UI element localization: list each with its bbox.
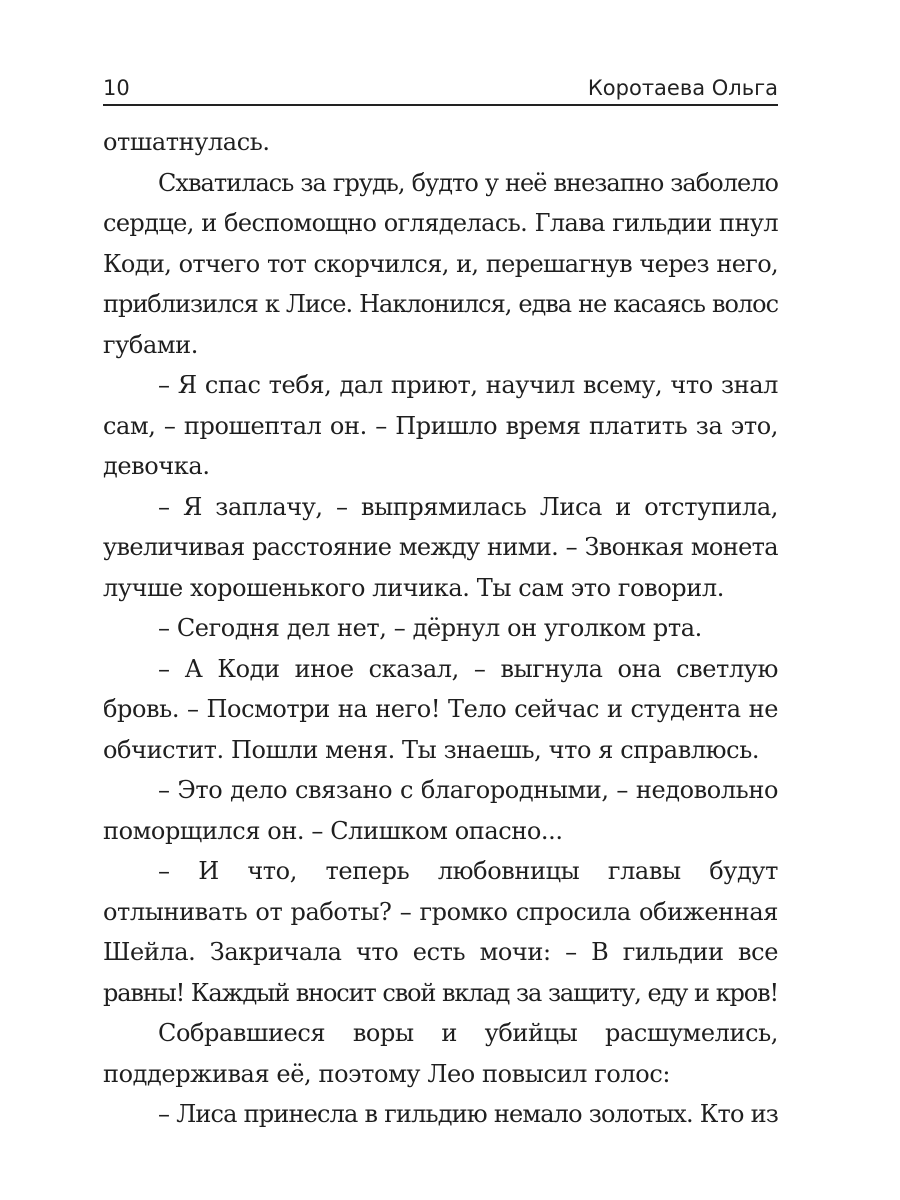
text-line: отлынивать от работы? – громко спросила обиженная <box>103 897 778 926</box>
body-text <box>103 122 778 1135</box>
text-line: сам, – прошептал он. – Пришло время платить за это, <box>103 411 778 440</box>
text-line: равны! Каждый вносит свой вклад за защиту, еду и кров! <box>103 978 778 1007</box>
text-line: поддерживая её, поэтому Лео повысил голос: <box>103 1059 671 1088</box>
text-line: – Я заплачу, – выпрямилась Лиса и отступила, <box>158 492 778 521</box>
text-line: сердце, и беспомощно огляделась. Глава гильдии пнул <box>103 209 778 237</box>
text-line: лучше хорошенького личика. Ты сам это говорил. <box>103 573 724 602</box>
text-line: приблизился к Лисе. Наклонился, едва не касаясь волос <box>103 290 778 318</box>
text-line: Коди, отчего тот скорчился, и, перешагнув через него, <box>103 249 778 278</box>
text-line: обчистит. Пошли меня. Ты знаешь, что я справлюсь. <box>103 735 760 764</box>
text-line: увеличивая расстояние между ними. – Звонкая монета <box>103 533 778 561</box>
text-line: – Это дело связано с благородными, – недовольно <box>158 776 778 804</box>
text-line: отшатнулась. <box>103 128 270 156</box>
page-header <box>103 70 778 106</box>
text-line: – Лиса принесла в гильдию немало золотых. Кто из <box>158 1100 778 1128</box>
page-number: 10 <box>103 76 130 100</box>
text-line: – И что, теперь любовницы главы будут <box>158 857 778 885</box>
text-line: девочка. <box>103 452 210 480</box>
text-line: Собравшиеся воры и убийцы расшумелись, <box>158 1019 778 1047</box>
text-line: – А Коди иное сказал, – выгнула она светлую <box>158 654 778 683</box>
text-line: поморщился он. – Слишком опасно... <box>103 816 563 845</box>
text-line: – Я спас тебя, дал приют, научил всему, что знал <box>158 371 778 399</box>
text-line: губами. <box>103 330 198 359</box>
running-head-author: Коротаева Ольга <box>587 76 778 100</box>
text-line: Шейла. Закричала что есть мочи: – В гильдии все <box>103 938 778 966</box>
text-line: – Сегодня дел нет, – дёрнул он уголком рта. <box>158 614 702 642</box>
text-line: Схватилась за грудь, будто у неё внезапно заболело <box>158 168 778 197</box>
text-line: бровь. – Посмотри на него! Тело сейчас и студента не <box>103 695 778 723</box>
